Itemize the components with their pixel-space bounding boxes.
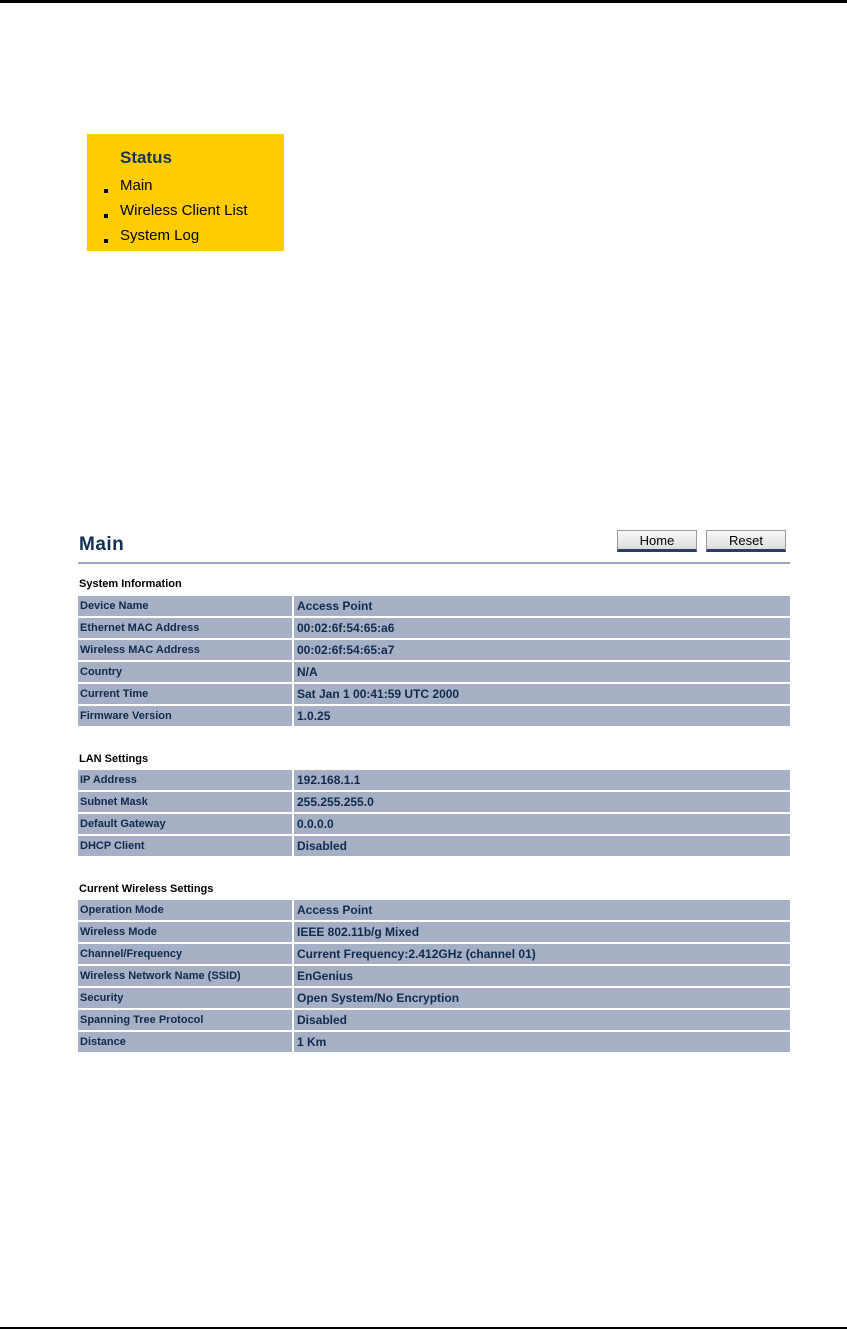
table-row (78, 1032, 790, 1052)
row-value: Current Frequency:2.412GHz (channel 01) (297, 947, 536, 961)
table-row (78, 684, 790, 704)
row-label: Channel/Frequency (80, 948, 183, 960)
row-label: Firmware Version (80, 710, 172, 722)
table-row (78, 988, 790, 1008)
row-value: IEEE 802.11b/g Mixed (297, 925, 420, 939)
table-row (78, 944, 790, 964)
row-label: Wireless Mode (80, 926, 157, 938)
system-information-table (78, 596, 790, 728)
row-value: 1 Km (297, 1035, 327, 1049)
row-label: IP Address (80, 774, 137, 786)
row-label: Subnet Mask (80, 796, 148, 808)
section-title-system-information: System Information (79, 578, 182, 590)
reset-button[interactable]: Reset (706, 530, 786, 552)
table-row (78, 1010, 790, 1030)
status-menu (87, 134, 284, 251)
row-value: Disabled (297, 1013, 348, 1027)
home-button[interactable]: Home (617, 530, 697, 552)
top-rule (0, 0, 847, 3)
row-value: N/A (297, 665, 318, 679)
row-value: 255.255.255.0 (297, 795, 374, 809)
row-value: 192.168.1.1 (297, 773, 361, 787)
row-value: Sat Jan 1 00:41:59 UTC 2000 (297, 687, 460, 701)
row-label: Distance (80, 1036, 126, 1048)
table-row (78, 596, 790, 616)
table-row (78, 792, 790, 812)
table-row (78, 966, 790, 986)
row-label: Operation Mode (80, 904, 164, 916)
page-title: Main (79, 534, 125, 555)
menu-item-label: Main (120, 177, 153, 194)
table-row (78, 770, 790, 790)
row-label: Country (80, 666, 123, 678)
status-menu-title: Status (120, 148, 172, 167)
row-value: Access Point (297, 903, 373, 917)
row-value: Access Point (297, 599, 373, 613)
row-label: Security (80, 992, 124, 1004)
row-label: Spanning Tree Protocol (80, 1014, 204, 1026)
bottom-rule (0, 1327, 847, 1329)
wireless-settings-table (78, 900, 790, 1054)
row-value: 00:02:6f:54:65:a6 (297, 621, 395, 635)
row-label: Wireless MAC Address (80, 644, 200, 656)
row-value: 00:02:6f:54:65:a7 (297, 643, 395, 657)
row-value: 1.0.25 (297, 709, 331, 723)
menu-item-label: System Log (120, 227, 200, 244)
table-row (78, 922, 790, 942)
row-label: Device Name (80, 600, 149, 612)
bullet-icon (104, 239, 108, 243)
row-label: Wireless Network Name (SSID) (80, 970, 241, 982)
table-row (78, 662, 790, 682)
row-value: Open System/No Encryption (297, 991, 460, 1005)
table-row (78, 814, 790, 834)
row-value: EnGenius (297, 969, 354, 983)
title-divider (78, 562, 790, 564)
bullet-icon (104, 189, 108, 193)
lan-settings-table (78, 770, 790, 858)
section-title-lan-settings: LAN Settings (79, 753, 149, 765)
row-value: Disabled (297, 839, 348, 853)
table-row (78, 706, 790, 726)
table-row (78, 640, 790, 660)
row-label: DHCP Client (80, 840, 145, 852)
row-value: 0.0.0.0 (297, 817, 334, 831)
table-row (78, 836, 790, 856)
section-title-current-wireless-settings: Current Wireless Settings (79, 883, 214, 895)
table-row (78, 900, 790, 920)
table-row (78, 618, 790, 638)
bullet-icon (104, 214, 108, 218)
row-label: Default Gateway (80, 818, 166, 830)
menu-item-label: Wireless Client List (120, 202, 248, 219)
row-label: Ethernet MAC Address (80, 622, 200, 634)
row-label: Current Time (80, 688, 149, 700)
